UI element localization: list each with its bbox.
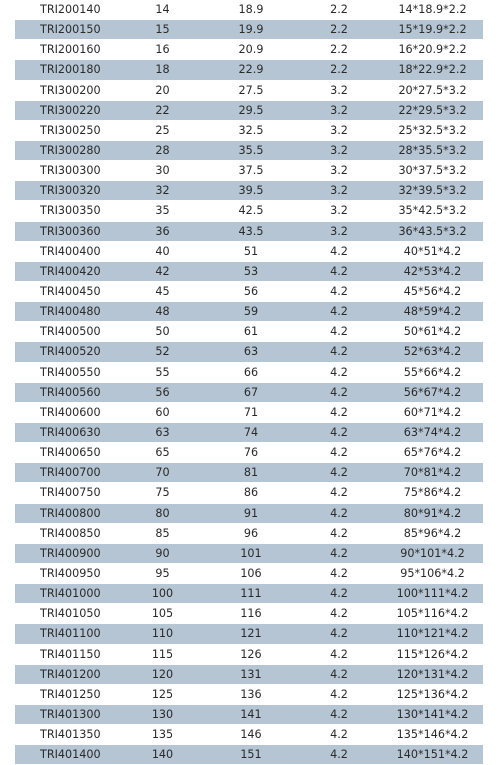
size-spec-cell: 125*136*4.2: [382, 684, 483, 704]
thickness-cell: 4.2: [296, 523, 382, 543]
table-row: [15, 725, 483, 745]
outer-diameter-cell: 61: [206, 322, 296, 342]
outer-diameter-cell: 67: [206, 382, 296, 402]
table-row: [15, 402, 483, 422]
inner-diameter-cell: 135: [119, 725, 206, 745]
outer-diameter-cell: 96: [206, 523, 296, 543]
table-row: [15, 664, 483, 684]
outer-diameter-cell: 42.5: [206, 201, 296, 221]
inner-diameter-cell: 75: [119, 483, 206, 503]
part-code-cell: TRI200180: [15, 60, 119, 80]
thickness-cell: 4.2: [296, 342, 382, 362]
thickness-cell: 2.2: [296, 0, 382, 20]
part-code-cell: TRI300200: [15, 80, 119, 100]
part-code-cell: TRI300350: [15, 201, 119, 221]
thickness-cell: 4.2: [296, 362, 382, 382]
part-code-cell: TRI300220: [15, 100, 119, 120]
size-spec-cell: 32*39.5*3.2: [382, 181, 483, 201]
inner-diameter-cell: 48: [119, 302, 206, 322]
inner-diameter-cell: 80: [119, 503, 206, 523]
inner-diameter-cell: 125: [119, 684, 206, 704]
thickness-cell: 4.2: [296, 664, 382, 684]
part-code-cell: TRI400500: [15, 322, 119, 342]
inner-diameter-cell: 140: [119, 745, 206, 765]
part-code-cell: TRI400800: [15, 503, 119, 523]
table-row: [15, 604, 483, 624]
size-spec-cell: 135*146*4.2: [382, 725, 483, 745]
outer-diameter-cell: 27.5: [206, 80, 296, 100]
part-code-cell: TRI400550: [15, 362, 119, 382]
part-code-cell: TRI401050: [15, 604, 119, 624]
part-code-cell: TRI401150: [15, 644, 119, 664]
size-spec-cell: 18*22.9*2.2: [382, 60, 483, 80]
inner-diameter-cell: 42: [119, 261, 206, 281]
inner-diameter-cell: 22: [119, 100, 206, 120]
thickness-cell: 2.2: [296, 60, 382, 80]
outer-diameter-cell: 116: [206, 604, 296, 624]
outer-diameter-cell: 86: [206, 483, 296, 503]
table-row: [15, 584, 483, 604]
inner-diameter-cell: 90: [119, 543, 206, 563]
thickness-cell: 3.2: [296, 201, 382, 221]
outer-diameter-cell: 22.9: [206, 60, 296, 80]
size-spec-cell: 60*71*4.2: [382, 402, 483, 422]
part-code-cell: TRI401000: [15, 584, 119, 604]
table-row: [15, 261, 483, 281]
size-spec-cell: 56*67*4.2: [382, 382, 483, 402]
part-code-cell: TRI400900: [15, 543, 119, 563]
table-row: [15, 20, 483, 40]
table-row: [15, 161, 483, 181]
inner-diameter-cell: 52: [119, 342, 206, 362]
thickness-cell: 4.2: [296, 503, 382, 523]
thickness-cell: 4.2: [296, 644, 382, 664]
part-code-cell: TRI400480: [15, 302, 119, 322]
outer-diameter-cell: 63: [206, 342, 296, 362]
size-spec-cell: 80*91*4.2: [382, 503, 483, 523]
inner-diameter-cell: 16: [119, 40, 206, 60]
size-spec-cell: 65*76*4.2: [382, 443, 483, 463]
inner-diameter-cell: 110: [119, 624, 206, 644]
thickness-cell: 3.2: [296, 120, 382, 140]
table-row: [15, 342, 483, 362]
table-row: [15, 100, 483, 120]
table-body: [15, 0, 483, 765]
thickness-cell: 4.2: [296, 483, 382, 503]
part-code-cell: TRI401100: [15, 624, 119, 644]
size-spec-cell: 52*63*4.2: [382, 342, 483, 362]
outer-diameter-cell: 81: [206, 463, 296, 483]
table-row: [15, 563, 483, 583]
size-spec-cell: 48*59*4.2: [382, 302, 483, 322]
inner-diameter-cell: 14: [119, 0, 206, 20]
size-spec-cell: 50*61*4.2: [382, 322, 483, 342]
size-spec-cell: 55*66*4.2: [382, 362, 483, 382]
inner-diameter-cell: 45: [119, 281, 206, 301]
size-spec-cell: 95*106*4.2: [382, 563, 483, 583]
size-spec-cell: 20*27.5*3.2: [382, 80, 483, 100]
size-spec-cell: 85*96*4.2: [382, 523, 483, 543]
table-row: [15, 140, 483, 160]
size-spec-cell: 90*101*4.2: [382, 543, 483, 563]
thickness-cell: 4.2: [296, 402, 382, 422]
inner-diameter-cell: 20: [119, 80, 206, 100]
inner-diameter-cell: 32: [119, 181, 206, 201]
thickness-cell: 4.2: [296, 241, 382, 261]
size-spec-cell: 16*20.9*2.2: [382, 40, 483, 60]
part-code-cell: TRI200160: [15, 40, 119, 60]
table-row: [15, 302, 483, 322]
part-code-cell: TRI300360: [15, 221, 119, 241]
table-row: [15, 362, 483, 382]
size-spec-cell: 115*126*4.2: [382, 644, 483, 664]
thickness-cell: 4.2: [296, 725, 382, 745]
thickness-cell: 4.2: [296, 543, 382, 563]
table-row: [15, 0, 483, 20]
table-row: [15, 322, 483, 342]
outer-diameter-cell: 32.5: [206, 120, 296, 140]
thickness-cell: 3.2: [296, 181, 382, 201]
thickness-cell: 4.2: [296, 563, 382, 583]
part-code-cell: TRI400850: [15, 523, 119, 543]
size-spec-cell: 63*74*4.2: [382, 422, 483, 442]
part-code-cell: TRI401400: [15, 745, 119, 765]
table-row: [15, 684, 483, 704]
inner-diameter-cell: 18: [119, 60, 206, 80]
outer-diameter-cell: 71: [206, 402, 296, 422]
inner-diameter-cell: 63: [119, 422, 206, 442]
thickness-cell: 2.2: [296, 20, 382, 40]
inner-diameter-cell: 28: [119, 140, 206, 160]
outer-diameter-cell: 51: [206, 241, 296, 261]
thickness-cell: 4.2: [296, 302, 382, 322]
thickness-cell: 3.2: [296, 80, 382, 100]
part-code-cell: TRI200140: [15, 0, 119, 20]
outer-diameter-cell: 29.5: [206, 100, 296, 120]
size-spec-cell: 40*51*4.2: [382, 241, 483, 261]
part-code-cell: TRI400400: [15, 241, 119, 261]
table-row: [15, 443, 483, 463]
outer-diameter-cell: 91: [206, 503, 296, 523]
inner-diameter-cell: 15: [119, 20, 206, 40]
thickness-cell: 4.2: [296, 261, 382, 281]
inner-diameter-cell: 60: [119, 402, 206, 422]
size-spec-cell: 14*18.9*2.2: [382, 0, 483, 20]
table-row: [15, 40, 483, 60]
part-code-cell: TRI401250: [15, 684, 119, 704]
table-row: [15, 120, 483, 140]
table-row: [15, 60, 483, 80]
thickness-cell: 4.2: [296, 684, 382, 704]
outer-diameter-cell: 18.9: [206, 0, 296, 20]
table-row: [15, 181, 483, 201]
inner-diameter-cell: 40: [119, 241, 206, 261]
inner-diameter-cell: 100: [119, 584, 206, 604]
table-row: [15, 241, 483, 261]
part-code-cell: TRI300250: [15, 120, 119, 140]
thickness-cell: 3.2: [296, 140, 382, 160]
table-row: [15, 281, 483, 301]
part-code-cell: TRI400750: [15, 483, 119, 503]
inner-diameter-cell: 130: [119, 704, 206, 724]
outer-diameter-cell: 56: [206, 281, 296, 301]
thickness-cell: 4.2: [296, 624, 382, 644]
inner-diameter-cell: 115: [119, 644, 206, 664]
outer-diameter-cell: 131: [206, 664, 296, 684]
outer-diameter-cell: 19.9: [206, 20, 296, 40]
size-spec-cell: 25*32.5*3.2: [382, 120, 483, 140]
inner-diameter-cell: 36: [119, 221, 206, 241]
table-row: [15, 422, 483, 442]
thickness-cell: 3.2: [296, 161, 382, 181]
size-spec-cell: 75*86*4.2: [382, 483, 483, 503]
table-row: [15, 523, 483, 543]
part-code-cell: TRI400650: [15, 443, 119, 463]
outer-diameter-cell: 101: [206, 543, 296, 563]
size-spec-cell: 70*81*4.2: [382, 463, 483, 483]
outer-diameter-cell: 35.5: [206, 140, 296, 160]
outer-diameter-cell: 146: [206, 725, 296, 745]
outer-diameter-cell: 43.5: [206, 221, 296, 241]
table-row: [15, 745, 483, 765]
outer-diameter-cell: 106: [206, 563, 296, 583]
table-row: [15, 543, 483, 563]
thickness-cell: 4.2: [296, 604, 382, 624]
size-spec-cell: 45*56*4.2: [382, 281, 483, 301]
size-spec-cell: 15*19.9*2.2: [382, 20, 483, 40]
size-spec-cell: 110*121*4.2: [382, 624, 483, 644]
outer-diameter-cell: 151: [206, 745, 296, 765]
thickness-cell: 4.2: [296, 322, 382, 342]
thickness-cell: 4.2: [296, 422, 382, 442]
part-code-cell: TRI300280: [15, 140, 119, 160]
outer-diameter-cell: 111: [206, 584, 296, 604]
size-spec-cell: 42*53*4.2: [382, 261, 483, 281]
thickness-cell: 2.2: [296, 40, 382, 60]
part-code-cell: TRI401300: [15, 704, 119, 724]
table-row: [15, 221, 483, 241]
thickness-cell: 3.2: [296, 221, 382, 241]
product-spec-table: [15, 0, 483, 765]
thickness-cell: 4.2: [296, 745, 382, 765]
table-row: [15, 704, 483, 724]
part-code-cell: TRI400700: [15, 463, 119, 483]
outer-diameter-cell: 66: [206, 362, 296, 382]
size-spec-cell: 28*35.5*3.2: [382, 140, 483, 160]
outer-diameter-cell: 53: [206, 261, 296, 281]
thickness-cell: 4.2: [296, 584, 382, 604]
table-row: [15, 463, 483, 483]
size-spec-cell: 140*151*4.2: [382, 745, 483, 765]
table-row: [15, 644, 483, 664]
table-row: [15, 624, 483, 644]
part-code-cell: TRI401350: [15, 725, 119, 745]
table-row: [15, 382, 483, 402]
part-code-cell: TRI300320: [15, 181, 119, 201]
outer-diameter-cell: 136: [206, 684, 296, 704]
outer-diameter-cell: 121: [206, 624, 296, 644]
inner-diameter-cell: 65: [119, 443, 206, 463]
size-spec-cell: 105*116*4.2: [382, 604, 483, 624]
thickness-cell: 3.2: [296, 100, 382, 120]
inner-diameter-cell: 95: [119, 563, 206, 583]
size-spec-cell: 30*37.5*3.2: [382, 161, 483, 181]
inner-diameter-cell: 35: [119, 201, 206, 221]
part-code-cell: TRI300300: [15, 161, 119, 181]
part-code-cell: TRI200150: [15, 20, 119, 40]
table-row: [15, 80, 483, 100]
part-code-cell: TRI400450: [15, 281, 119, 301]
part-code-cell: TRI401200: [15, 664, 119, 684]
size-spec-cell: 22*29.5*3.2: [382, 100, 483, 120]
size-spec-cell: 36*43.5*3.2: [382, 221, 483, 241]
inner-diameter-cell: 120: [119, 664, 206, 684]
inner-diameter-cell: 50: [119, 322, 206, 342]
part-code-cell: TRI400630: [15, 422, 119, 442]
inner-diameter-cell: 56: [119, 382, 206, 402]
part-code-cell: TRI400600: [15, 402, 119, 422]
part-code-cell: TRI400420: [15, 261, 119, 281]
inner-diameter-cell: 85: [119, 523, 206, 543]
outer-diameter-cell: 76: [206, 443, 296, 463]
part-code-cell: TRI400560: [15, 382, 119, 402]
inner-diameter-cell: 30: [119, 161, 206, 181]
size-spec-cell: 35*42.5*3.2: [382, 201, 483, 221]
inner-diameter-cell: 25: [119, 120, 206, 140]
outer-diameter-cell: 126: [206, 644, 296, 664]
outer-diameter-cell: 39.5: [206, 181, 296, 201]
size-spec-cell: 130*141*4.2: [382, 704, 483, 724]
outer-diameter-cell: 37.5: [206, 161, 296, 181]
table-row: [15, 201, 483, 221]
outer-diameter-cell: 74: [206, 422, 296, 442]
table-row: [15, 483, 483, 503]
thickness-cell: 4.2: [296, 463, 382, 483]
inner-diameter-cell: 55: [119, 362, 206, 382]
thickness-cell: 4.2: [296, 443, 382, 463]
outer-diameter-cell: 59: [206, 302, 296, 322]
outer-diameter-cell: 141: [206, 704, 296, 724]
part-code-cell: TRI400520: [15, 342, 119, 362]
inner-diameter-cell: 105: [119, 604, 206, 624]
inner-diameter-cell: 70: [119, 463, 206, 483]
outer-diameter-cell: 20.9: [206, 40, 296, 60]
size-spec-cell: 100*111*4.2: [382, 584, 483, 604]
part-code-cell: TRI400950: [15, 563, 119, 583]
thickness-cell: 4.2: [296, 704, 382, 724]
size-spec-cell: 120*131*4.2: [382, 664, 483, 684]
thickness-cell: 4.2: [296, 281, 382, 301]
table-row: [15, 503, 483, 523]
thickness-cell: 4.2: [296, 382, 382, 402]
